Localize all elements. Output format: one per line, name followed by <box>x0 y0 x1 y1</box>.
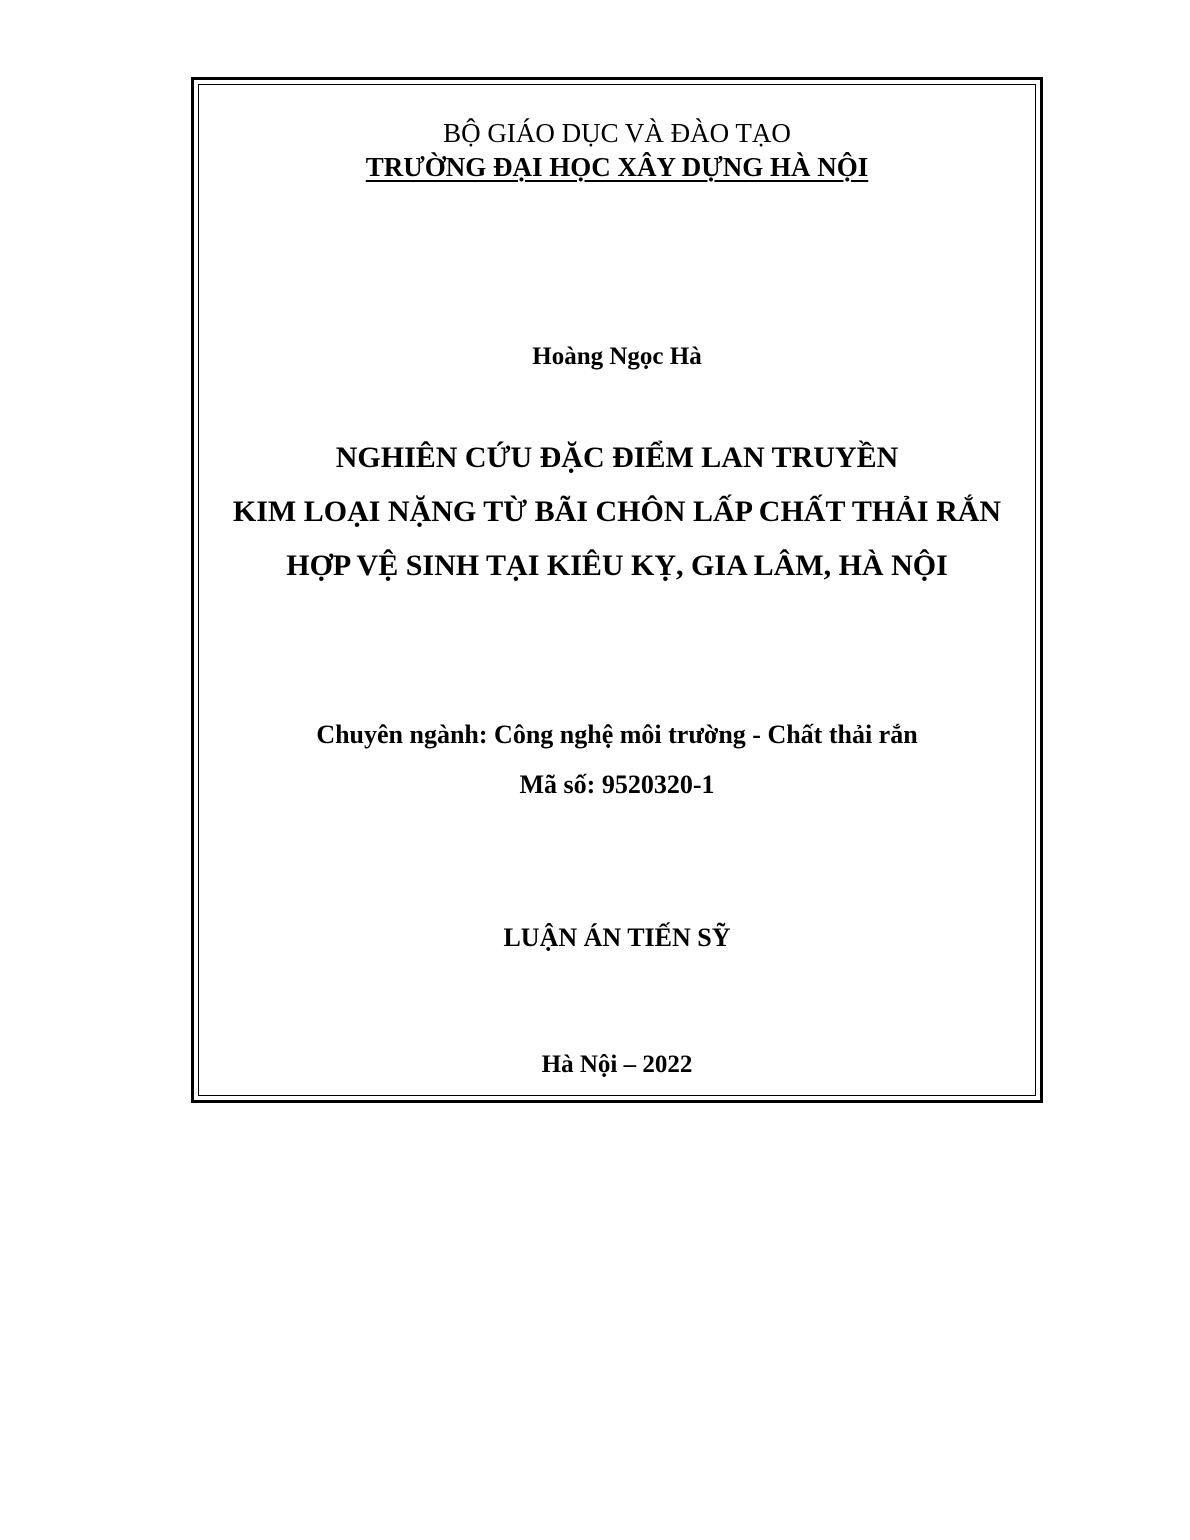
place-and-year: Hà Nội – 2022 <box>541 1051 693 1078</box>
university-name-text: TRƯỜNG ĐẠI HỌC XÂY DỰNG HÀ NỘI <box>365 152 869 182</box>
author-name: Hoàng Ngọc Hà <box>532 343 702 370</box>
thesis-title-line-2: KIM LOẠI NẶNG TỪ BÃI CHÔN LẤP CHẤT THẢI RẮN <box>232 495 1002 528</box>
thesis-title-line-1: NGHIÊN CỨU ĐẶC ĐIỂM LAN TRUYỀN <box>335 441 899 474</box>
university-name <box>198 154 1036 181</box>
ministry-name: BỘ GIÁO DỤC VÀ ĐÀO TẠO <box>443 118 791 148</box>
degree-type: LUẬN ÁN TIẾN SỸ <box>503 923 731 952</box>
thesis-title-line-3: HỢP VỆ SINH TẠI KIÊU KỴ, GIA LÂM, HÀ NỘI <box>286 549 948 582</box>
specialization-major: Chuyên ngành: Công nghệ môi trường - Chất thải rắn <box>316 720 918 749</box>
specialization-code: Mã số: 9520320-1 <box>519 770 715 799</box>
